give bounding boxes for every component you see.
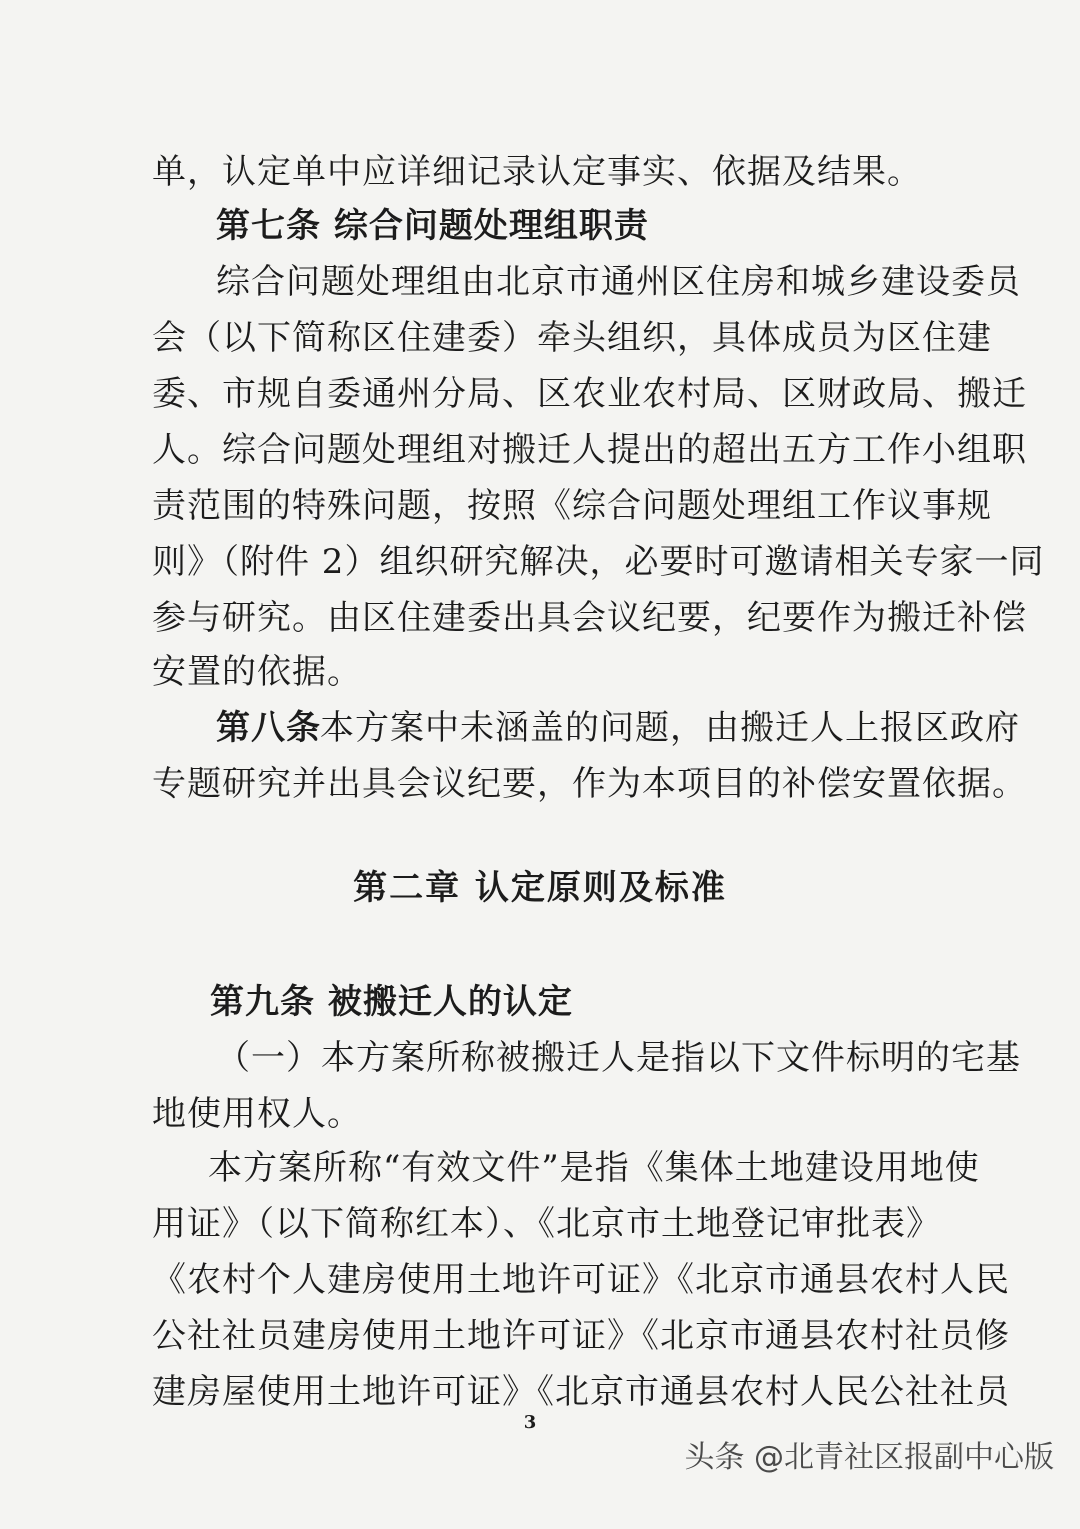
article-heading: 第九条 被搬迁人的认定 [210,982,573,1022]
text-line: 用证》（以下简称红本）、《北京市土地登记审批表》 [152,1204,941,1244]
text-line: 委、市规自委通州分局、区农业农村局、区财政局、搬迁 [152,374,1027,414]
text-line: 责范围的特殊问题，按照《综合问题处理组工作议事规 [152,486,992,526]
text-line: （一）本方案所称被搬迁人是指以下文件标明的宅基 [216,1038,1021,1078]
text-line: 本方案所称“有效文件”是指《集体土地建设用地使 [208,1148,980,1188]
text-line: 则》（附件 2）组织研究解决，必要时可邀请相关专家一同 [152,542,1045,582]
text-line: 会（以下简称区住建委）牵头组织，具体成员为区住建 [152,318,992,358]
text-line: 公社社员建房使用土地许可证》《北京市通县农村社员修 [152,1316,1010,1356]
source-watermark: 头条 @北青社区报副中心版 [684,1440,1054,1475]
text-line: 专题研究并出具会议纪要，作为本项目的补偿安置依据。 [152,764,1027,804]
text-line: 建房屋使用土地许可证》《北京市通县农村人民公社社员 [152,1372,1010,1412]
text-line: 本方案中未涵盖的问题，由搬迁人上报区政府 [320,708,1020,748]
chapter-title: 第二章 认定原则及标准 [353,868,727,908]
text-line: 《农村个人建房使用土地许可证》《北京市通县农村人民 [152,1260,1010,1300]
text-line: 安置的依据。 [152,652,362,692]
text-line: 地使用权人。 [152,1094,362,1134]
article-heading: 第八条 [216,708,321,748]
text-line: 人。综合问题处理组对搬迁人提出的超出五方工作小组职 [152,430,1027,470]
article-heading: 第七条 综合问题处理组职责 [216,206,649,246]
text-line: 单，认定单中应详细记录认定事实、依据及结果。 [152,152,922,192]
page-number: 3 [523,1412,537,1433]
text-line: 综合问题处理组由北京市通州区住房和城乡建设委员 [216,262,1021,302]
text-line: 参与研究。由区住建委出具会议纪要，纪要作为搬迁补偿 [152,598,1027,638]
